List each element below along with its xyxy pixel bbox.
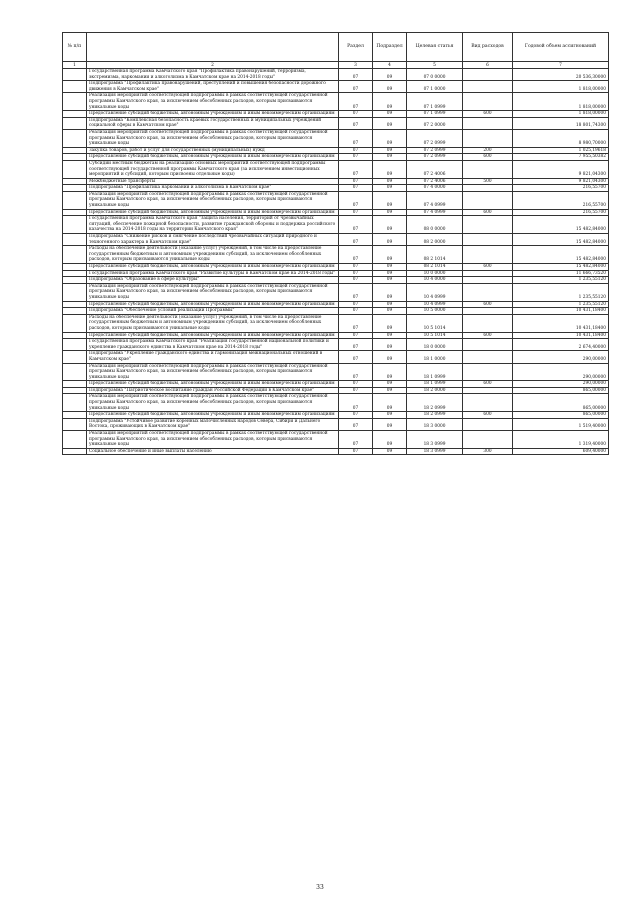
row-name-cell: Подпрограмма "Профилактика правонарушений, преступлений и повышения безопасности дорожного движения в Камчатском крае" xyxy=(87,81,339,93)
row-razdel-cell: 07 xyxy=(339,270,373,277)
header-razdel: Раздел xyxy=(339,33,373,62)
row-allocation-cell: 1 818,00000 xyxy=(513,93,609,111)
row-podrazdel-cell: 09 xyxy=(373,308,407,315)
row-allocation-cell: 609,40000 xyxy=(513,448,609,455)
row-expense-type-cell: 600 xyxy=(463,412,513,419)
row-podrazdel-cell: 09 xyxy=(373,264,407,271)
row-razdel-cell: 07 xyxy=(339,117,373,129)
row-podrazdel-cell: 09 xyxy=(373,81,407,93)
row-number-cell xyxy=(63,178,87,185)
row-razdel-cell: 07 xyxy=(339,412,373,419)
row-razdel-cell: 07 xyxy=(339,339,373,351)
column-number: 6 xyxy=(463,62,513,69)
table-row xyxy=(63,314,609,332)
row-name-cell: Реализация мероприятий соответствующей подпрограммы в рамках соответствующей государственной программы Камчатского края, за исключением обособленных расходов, которым присваиваются уникальные коды xyxy=(87,394,339,412)
row-name-cell: Подпрограмма "Снижение рисков и смягчение последствий чрезвычайных ситуаций природного и техногенного характера в Камчатском крае" xyxy=(87,234,339,246)
table-row xyxy=(63,93,609,111)
row-razdel-cell: 07 xyxy=(339,111,373,118)
row-name-cell: Предоставление субсидий бюджетным, автономным учреждениям и иным некоммерческим организациям xyxy=(87,381,339,388)
row-target-article-cell: 10 5 0000 xyxy=(407,308,463,315)
row-expense-type-cell xyxy=(463,81,513,93)
table-row xyxy=(63,264,609,271)
row-allocation-cell: 865,00000 xyxy=(513,394,609,412)
row-allocation-cell: 1 319,40000 xyxy=(513,431,609,449)
row-expense-type-cell: 600 xyxy=(463,381,513,388)
row-name-cell: Подпрограмма "Образование в сфере культуры" xyxy=(87,277,339,284)
row-expense-type-cell: 600 xyxy=(463,111,513,118)
row-name-cell: Реализация мероприятий соответствующей подпрограммы в рамках соответствующей государственной программы Камчатского края, за исключением обособленных расходов, которым присваиваются уникальные коды xyxy=(87,129,339,147)
row-razdel-cell: 07 xyxy=(339,129,373,147)
row-expense-type-cell xyxy=(463,129,513,147)
header-row xyxy=(63,33,609,62)
row-allocation-cell: 1 519,40000 xyxy=(513,418,609,430)
row-target-article-cell: 08 2 1014 xyxy=(407,264,463,271)
table-row xyxy=(63,381,609,388)
header-target-article: Целевая статья xyxy=(407,33,463,62)
row-expense-type-cell xyxy=(463,363,513,381)
row-razdel-cell: 07 xyxy=(339,394,373,412)
row-podrazdel-cell: 09 xyxy=(373,154,407,161)
header-annual-allocation: Годовой объем ассигнований xyxy=(513,33,609,62)
table-body xyxy=(63,69,609,455)
row-number-cell xyxy=(63,301,87,308)
row-allocation-cell: 290,00000 xyxy=(513,351,609,363)
row-number-cell xyxy=(63,234,87,246)
row-podrazdel-cell: 09 xyxy=(373,246,407,264)
row-allocation-cell: 290,00000 xyxy=(513,363,609,381)
row-razdel-cell: 07 xyxy=(339,178,373,185)
header-number: № п/п xyxy=(63,33,87,62)
row-razdel-cell: 07 xyxy=(339,209,373,216)
row-expense-type-cell: 600 xyxy=(463,332,513,339)
row-podrazdel-cell: 09 xyxy=(373,332,407,339)
row-target-article-cell: 07 2 0999 xyxy=(407,154,463,161)
row-name-cell: Подпрограмма "Устойчивое развитие коренных малочисленных народов Севера, Сибири и Дальнего Востока, проживающих в Камчатском крае" xyxy=(87,418,339,430)
table-row xyxy=(63,301,609,308)
row-allocation-cell: 216,55700 xyxy=(513,209,609,216)
row-number-cell xyxy=(63,394,87,412)
column-number: 1 xyxy=(63,62,87,69)
row-name-cell: Предоставление субсидий бюджетным, автономным учреждениям и иным некоммерческим организациям xyxy=(87,301,339,308)
row-name-cell: Реализация мероприятий соответствующей подпрограммы в рамках соответствующей государственной программы Камчатского края, за исключением обособленных расходов, которым присваиваются уникальные коды xyxy=(87,93,339,111)
table-row xyxy=(63,178,609,185)
row-razdel-cell: 07 xyxy=(339,387,373,394)
row-podrazdel-cell: 09 xyxy=(373,111,407,118)
row-razdel-cell: 07 xyxy=(339,314,373,332)
row-expense-type-cell xyxy=(463,431,513,449)
row-expense-type-cell: 600 xyxy=(463,209,513,216)
row-target-article-cell: 07 1 0999 xyxy=(407,111,463,118)
row-number-cell xyxy=(63,154,87,161)
row-number-cell xyxy=(63,270,87,277)
row-number-cell xyxy=(63,185,87,192)
row-target-article-cell: 18 3 0999 xyxy=(407,431,463,449)
row-number-cell xyxy=(63,431,87,449)
row-number-cell xyxy=(63,339,87,351)
row-target-article-cell: 18 0 0000 xyxy=(407,339,463,351)
table-row xyxy=(63,448,609,455)
row-number-cell xyxy=(63,111,87,118)
row-target-article-cell: 10 4 0999 xyxy=(407,283,463,301)
column-number: 2 xyxy=(87,62,339,69)
header-podrazdel: Подраздел xyxy=(373,33,407,62)
row-number-cell xyxy=(63,448,87,455)
row-name-cell: Расходы на обеспечение деятельности (оказание услуг) учреждений, в том числе на предоставление государственным бюджетным и автономным учреждениям субсидий, за исключением обособленных расходов, которым присваиваются уникальные коды xyxy=(87,246,339,264)
row-name-cell: Расходы на обеспечение деятельности (оказание услуг) учреждений, в том числе на предоставление государственным бюджетным и автономным учреждениям субсидий, за исключением обособленных расходов, которым присваиваются уникальные коды xyxy=(87,314,339,332)
column-number: 4 xyxy=(373,62,407,69)
row-expense-type-cell: 600 xyxy=(463,154,513,161)
row-podrazdel-cell: 09 xyxy=(373,270,407,277)
row-name-cell: Предоставление субсидий бюджетным, автономным учреждениям и иным некоммерческим организациям xyxy=(87,209,339,216)
row-razdel-cell: 07 xyxy=(339,93,373,111)
row-target-article-cell: 10 4 0999 xyxy=(407,301,463,308)
row-name-cell: Предоставление субсидий бюджетным, автономным учреждениям и иным некоммерческим организациям xyxy=(87,332,339,339)
table-row xyxy=(63,339,609,351)
table-row xyxy=(63,431,609,449)
row-name-cell: Реализация мероприятий соответствующей подпрограммы в рамках соответствующей государственной программы Камчатского края, за исключением обособленных расходов, которым присваиваются уникальные коды xyxy=(87,363,339,381)
row-expense-type-cell xyxy=(463,234,513,246)
row-allocation-cell: 15 482,84000 xyxy=(513,216,609,234)
row-number-cell xyxy=(63,246,87,264)
row-expense-type-cell: 200 xyxy=(463,147,513,154)
row-podrazdel-cell: 09 xyxy=(373,191,407,209)
table-row xyxy=(63,332,609,339)
row-target-article-cell: 10 0 0000 xyxy=(407,270,463,277)
row-allocation-cell: 20 536,30000 xyxy=(513,69,609,81)
header-name xyxy=(87,33,339,62)
header-expense-type: Вид расходов xyxy=(463,33,513,62)
row-number-cell xyxy=(63,363,87,381)
table-row xyxy=(63,191,609,209)
row-podrazdel-cell: 09 xyxy=(373,277,407,284)
row-target-article-cell: 07 2 4006 xyxy=(407,178,463,185)
row-name-cell: Реализация мероприятий соответствующей подпрограммы в рамках соответствующей государственной программы Камчатского края, за исключением обособленных расходов, которым присваиваются уникальные коды xyxy=(87,283,339,301)
row-allocation-cell: 216,55700 xyxy=(513,191,609,209)
row-razdel-cell: 07 xyxy=(339,431,373,449)
row-target-article-cell: 18 1 0999 xyxy=(407,363,463,381)
row-target-article-cell: 07 1 0999 xyxy=(407,93,463,111)
row-podrazdel-cell: 09 xyxy=(373,314,407,332)
row-number-cell xyxy=(63,191,87,209)
row-razdel-cell: 07 xyxy=(339,185,373,192)
row-number-cell xyxy=(63,283,87,301)
row-expense-type-cell xyxy=(463,314,513,332)
row-allocation-cell: 1 235,55120 xyxy=(513,301,609,308)
row-number-cell xyxy=(63,147,87,154)
row-name-cell: Государственная программа Камчатского края "Развитие культуры в Камчатском крае на 2014-2018 годы" xyxy=(87,270,339,277)
table-row xyxy=(63,277,609,284)
row-expense-type-cell xyxy=(463,283,513,301)
row-name-cell: Государственная программа Камчатского края "Защита населения, территорий от чрезвычайных ситуаций, обеспечение пожарной безопасности, развитие гражданской обороны и поддержка российского казачества на 2014-2018 годы на территории Камчатского края" xyxy=(87,216,339,234)
row-allocation-cell: 15 482,84000 xyxy=(513,264,609,271)
row-razdel-cell: 07 xyxy=(339,246,373,264)
row-number-cell xyxy=(63,160,87,178)
row-allocation-cell: 2 674,40000 xyxy=(513,339,609,351)
row-target-article-cell: 08 2 1014 xyxy=(407,246,463,264)
row-allocation-cell: 7 955,50382 xyxy=(513,154,609,161)
row-target-article-cell: 10 4 0000 xyxy=(407,277,463,284)
table-row xyxy=(63,81,609,93)
row-expense-type-cell: 500 xyxy=(463,178,513,185)
row-podrazdel-cell: 09 xyxy=(373,339,407,351)
row-allocation-cell: 10 431,18400 xyxy=(513,332,609,339)
column-number: 7 xyxy=(513,62,609,69)
row-target-article-cell: 07 4 0000 xyxy=(407,185,463,192)
row-expense-type-cell xyxy=(463,117,513,129)
row-podrazdel-cell: 09 xyxy=(373,147,407,154)
row-expense-type-cell: 600 xyxy=(463,301,513,308)
row-razdel-cell: 07 xyxy=(339,147,373,154)
row-name-cell: Государственная программа Камчатского края "Профилактика правонарушений, терроризма, экстремизма, наркомании и алкоголизма в Камчатском крае на 2014-2018 годы" xyxy=(87,69,339,81)
row-podrazdel-cell: 09 xyxy=(373,412,407,419)
table-row xyxy=(63,394,609,412)
page-number: 33 xyxy=(316,884,324,891)
row-expense-type-cell xyxy=(463,160,513,178)
row-expense-type-cell: 300 xyxy=(463,448,513,455)
row-razdel-cell: 07 xyxy=(339,160,373,178)
row-podrazdel-cell: 09 xyxy=(373,117,407,129)
row-target-article-cell: 07 2 0999 xyxy=(407,147,463,154)
row-number-cell xyxy=(63,117,87,129)
row-podrazdel-cell: 09 xyxy=(373,69,407,81)
row-number-cell xyxy=(63,216,87,234)
table-row xyxy=(63,160,609,178)
row-allocation-cell: 290,00000 xyxy=(513,381,609,388)
row-allocation-cell: 11 666,73520 xyxy=(513,270,609,277)
row-podrazdel-cell: 09 xyxy=(373,93,407,111)
row-expense-type-cell xyxy=(463,387,513,394)
row-podrazdel-cell: 09 xyxy=(373,387,407,394)
row-razdel-cell: 07 xyxy=(339,381,373,388)
row-expense-type-cell xyxy=(463,270,513,277)
row-allocation-cell: 9 821,04300 xyxy=(513,178,609,185)
table-row xyxy=(63,111,609,118)
row-razdel-cell: 07 xyxy=(339,418,373,430)
row-podrazdel-cell: 09 xyxy=(373,448,407,455)
row-number-cell xyxy=(63,308,87,315)
row-expense-type-cell xyxy=(463,93,513,111)
row-allocation-cell: 9 821,04300 xyxy=(513,160,609,178)
row-allocation-cell: 1 025,19618 xyxy=(513,147,609,154)
row-expense-type-cell xyxy=(463,418,513,430)
row-podrazdel-cell: 09 xyxy=(373,431,407,449)
row-allocation-cell: 15 482,84000 xyxy=(513,246,609,264)
row-expense-type-cell xyxy=(463,69,513,81)
row-razdel-cell: 07 xyxy=(339,154,373,161)
row-expense-type-cell xyxy=(463,216,513,234)
row-number-cell xyxy=(63,412,87,419)
row-name-cell: Предоставление субсидий бюджетным, автономным учреждениям и иным некоммерческим организациям xyxy=(87,111,339,118)
row-razdel-cell: 07 xyxy=(339,301,373,308)
row-number-cell xyxy=(63,277,87,284)
row-razdel-cell: 07 xyxy=(339,234,373,246)
table-row xyxy=(63,129,609,147)
row-target-article-cell: 08 2 0000 xyxy=(407,234,463,246)
row-podrazdel-cell: 09 xyxy=(373,394,407,412)
column-number: 5 xyxy=(407,62,463,69)
row-expense-type-cell xyxy=(463,351,513,363)
row-target-article-cell: 18 2 0999 xyxy=(407,394,463,412)
row-razdel-cell: 07 xyxy=(339,264,373,271)
table-row xyxy=(63,69,609,81)
row-expense-type-cell xyxy=(463,185,513,192)
table-row xyxy=(63,418,609,430)
budget-table xyxy=(62,32,609,455)
row-allocation-cell: 1 818,00000 xyxy=(513,111,609,118)
row-expense-type-cell xyxy=(463,308,513,315)
row-allocation-cell: 10 431,18400 xyxy=(513,308,609,315)
table-row xyxy=(63,308,609,315)
table-row xyxy=(63,234,609,246)
table-row xyxy=(63,363,609,381)
row-allocation-cell: 1 235,55120 xyxy=(513,283,609,301)
row-allocation-cell: 10 431,18400 xyxy=(513,314,609,332)
row-name-cell: Предоставление субсидий бюджетным, автономным учреждениям и иным некоммерческим организациям xyxy=(87,412,339,419)
row-number-cell xyxy=(63,264,87,271)
row-name-cell: Субсидии местным бюджетам на реализацию основных мероприятий соответствующей подпрограммы соответствующей государственной программы Камчатского края (за исключением инвестиционных мероприятий и субсидий, которым присвоены отдельные коды) xyxy=(87,160,339,178)
row-name-cell: Предоставление субсидий бюджетным, автономным учреждениям и иным некоммерческим организациям xyxy=(87,264,339,271)
row-number-cell xyxy=(63,381,87,388)
row-number-cell xyxy=(63,93,87,111)
row-number-cell xyxy=(63,351,87,363)
row-allocation-cell: 18 801,74300 xyxy=(513,117,609,129)
row-podrazdel-cell: 09 xyxy=(373,381,407,388)
table-row xyxy=(63,209,609,216)
table-row xyxy=(63,270,609,277)
row-podrazdel-cell: 09 xyxy=(373,160,407,178)
row-number-cell xyxy=(63,332,87,339)
row-name-cell: Подпрограмма "Профилактика наркомании и алкоголизма в Камчатском крае" xyxy=(87,185,339,192)
row-expense-type-cell xyxy=(463,246,513,264)
row-podrazdel-cell: 09 xyxy=(373,209,407,216)
column-number-row xyxy=(63,62,609,69)
row-razdel-cell: 07 xyxy=(339,332,373,339)
row-razdel-cell: 07 xyxy=(339,351,373,363)
row-target-article-cell: 07 2 0000 xyxy=(407,117,463,129)
row-razdel-cell: 07 xyxy=(339,283,373,301)
row-razdel-cell: 07 xyxy=(339,69,373,81)
row-expense-type-cell xyxy=(463,339,513,351)
table-row xyxy=(63,185,609,192)
row-name-cell: Подпрограмма "Комплексная безопасность краевых государственных и муниципальных учреждений социальной сферы в Камчатском крае" xyxy=(87,117,339,129)
row-podrazdel-cell: 09 xyxy=(373,301,407,308)
row-razdel-cell: 07 xyxy=(339,448,373,455)
row-number-cell xyxy=(63,209,87,216)
row-expense-type-cell xyxy=(463,191,513,209)
row-podrazdel-cell: 09 xyxy=(373,178,407,185)
row-razdel-cell: 07 xyxy=(339,81,373,93)
row-podrazdel-cell: 09 xyxy=(373,216,407,234)
row-target-article-cell: 18 2 0000 xyxy=(407,387,463,394)
table-row xyxy=(63,283,609,301)
row-target-article-cell: 18 1 0000 xyxy=(407,351,463,363)
row-target-article-cell: 07 1 0000 xyxy=(407,81,463,93)
row-target-article-cell: 10 5 1014 xyxy=(407,332,463,339)
row-number-cell xyxy=(63,314,87,332)
row-razdel-cell: 07 xyxy=(339,308,373,315)
row-razdel-cell: 07 xyxy=(339,363,373,381)
row-allocation-cell: 216,55700 xyxy=(513,185,609,192)
row-name-cell: Реализация мероприятий соответствующей подпрограммы в рамках соответствующей государственной программы Камчатского края, за исключением обособленных расходов, которым присваиваются уникальные коды xyxy=(87,191,339,209)
row-podrazdel-cell: 09 xyxy=(373,418,407,430)
table-row xyxy=(63,154,609,161)
row-razdel-cell: 07 xyxy=(339,216,373,234)
table-row xyxy=(63,246,609,264)
row-name-cell: Государственная программа Камчатского края "Реализация государственной национальной политики и укрепление гражданского единства в Камчатском крае на 2014-2018 годы" xyxy=(87,339,339,351)
row-target-article-cell: 07 4 0999 xyxy=(407,209,463,216)
row-name-cell: Реализация мероприятий соответствующей подпрограммы в рамках соответствующей государственной программы Камчатского края, за исключением обособленных расходов, которым присваиваются уникальные коды xyxy=(87,431,339,449)
row-target-article-cell: 18 2 0999 xyxy=(407,412,463,419)
row-name-cell: Социальное обеспечение и иные выплаты населению xyxy=(87,448,339,455)
row-name-cell: Подпрограмма "Укрепление гражданского единства и гармонизация межнациональных отношений в Камчатском крае" xyxy=(87,351,339,363)
table-row xyxy=(63,387,609,394)
budget-table-page xyxy=(62,32,608,455)
row-target-article-cell: 07 0 0000 xyxy=(407,69,463,81)
row-allocation-cell: 865,00000 xyxy=(513,387,609,394)
table-row xyxy=(63,351,609,363)
table-row xyxy=(63,117,609,129)
row-name-cell: Предоставление субсидий бюджетным, автономным учреждениям и иным некоммерческим организациям xyxy=(87,154,339,161)
row-podrazdel-cell: 09 xyxy=(373,129,407,147)
row-expense-type-cell xyxy=(463,277,513,284)
row-allocation-cell: 8 980,70000 xyxy=(513,129,609,147)
table-row xyxy=(63,147,609,154)
row-target-article-cell: 10 5 1014 xyxy=(407,314,463,332)
row-podrazdel-cell: 09 xyxy=(373,363,407,381)
column-number: 3 xyxy=(339,62,373,69)
row-target-article-cell: 07 2 0999 xyxy=(407,129,463,147)
row-allocation-cell: 1 818,00000 xyxy=(513,81,609,93)
table-row xyxy=(63,412,609,419)
table-row xyxy=(63,216,609,234)
row-razdel-cell: 07 xyxy=(339,277,373,284)
row-number-cell xyxy=(63,418,87,430)
row-target-article-cell: 07 4 0999 xyxy=(407,191,463,209)
row-allocation-cell: 1 235,55120 xyxy=(513,277,609,284)
row-podrazdel-cell: 09 xyxy=(373,351,407,363)
row-target-article-cell: 07 2 4006 xyxy=(407,160,463,178)
row-podrazdel-cell: 09 xyxy=(373,185,407,192)
row-allocation-cell: 865,00000 xyxy=(513,412,609,419)
row-podrazdel-cell: 09 xyxy=(373,283,407,301)
row-podrazdel-cell: 09 xyxy=(373,234,407,246)
row-name-cell: Подпрограмма "Обеспечение условий реализации Программы" xyxy=(87,308,339,315)
row-expense-type-cell: 600 xyxy=(463,264,513,271)
row-name-cell: Подпрограмма "Патриотическое воспитание граждан Российской Федерации в Камчатском крае" xyxy=(87,387,339,394)
row-number-cell xyxy=(63,129,87,147)
row-razdel-cell: 07 xyxy=(339,191,373,209)
row-number-cell xyxy=(63,69,87,81)
row-target-article-cell: 18 3 0999 xyxy=(407,448,463,455)
row-number-cell xyxy=(63,81,87,93)
row-target-article-cell: 18 1 0999 xyxy=(407,381,463,388)
row-allocation-cell: 15 482,84000 xyxy=(513,234,609,246)
row-target-article-cell: 08 0 0000 xyxy=(407,216,463,234)
row-expense-type-cell xyxy=(463,394,513,412)
row-name-cell: Межбюджетные трансферты xyxy=(87,178,339,185)
row-number-cell xyxy=(63,387,87,394)
row-target-article-cell: 18 3 0000 xyxy=(407,418,463,430)
row-name-cell: Закупка товаров, работ и услуг для государственных (муниципальных) нужд xyxy=(87,147,339,154)
